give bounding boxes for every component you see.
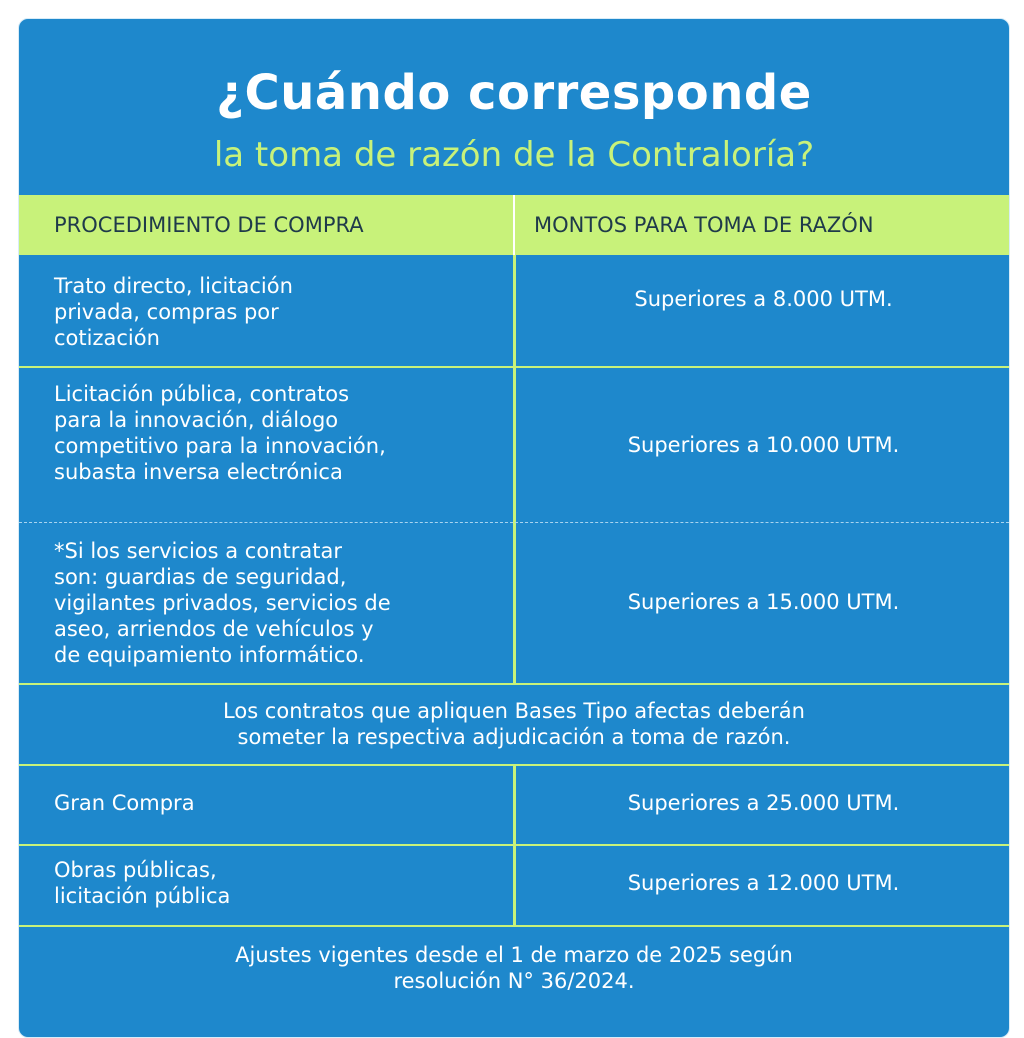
- row-procedure: Obras públicas, licitación pública: [54, 858, 231, 908]
- row-procedure: *Si los servicios a contratar son: guardias de seguridad, vigilantes privados, servicios de aseo, arriendos de vehículos y de equipamiento informático.: [54, 539, 391, 667]
- row-divider: [19, 683, 1009, 685]
- row-amount: Superiores a 10.000 UTM.: [627, 433, 900, 457]
- bases-tipo-note: Los contratos que apliquen Bases Tipo afectas deberán someter la respectiva adjudicación a toma de razón.: [223, 699, 805, 749]
- header-amount: MONTOS PARA TOMA DE RAZÓN: [534, 213, 874, 237]
- footer-note: Ajustes vigentes desde el 1 de marzo de 2025 según resolución N° 36/2024.: [235, 943, 793, 993]
- row-amount: Superiores a 12.000 UTM.: [627, 871, 900, 895]
- row-amount: Superiores a 25.000 UTM.: [627, 791, 900, 815]
- page-title: ¿Cuándo corresponde: [216, 65, 812, 121]
- info-card: [18, 18, 1010, 1038]
- row-divider-dashed: [19, 522, 1009, 523]
- row-divider: [19, 925, 1009, 927]
- page-subtitle: la toma de razón de la Contraloría?: [213, 135, 815, 175]
- header-divider: [513, 195, 515, 255]
- row-procedure: Gran Compra: [54, 791, 195, 815]
- row-divider: [19, 764, 1009, 766]
- row-divider: [19, 844, 1009, 846]
- row-amount: Superiores a 8.000 UTM.: [634, 287, 893, 311]
- row-procedure: Trato directo, licitación privada, compras por cotización: [54, 274, 293, 350]
- header-procedure: PROCEDIMIENTO DE COMPRA: [54, 213, 364, 237]
- row-procedure: Licitación pública, contratos para la innovación, diálogo competitivo para la innovación, subasta inversa electrónica: [54, 382, 386, 484]
- row-amount: Superiores a 15.000 UTM.: [627, 590, 900, 614]
- row-divider: [19, 366, 1009, 368]
